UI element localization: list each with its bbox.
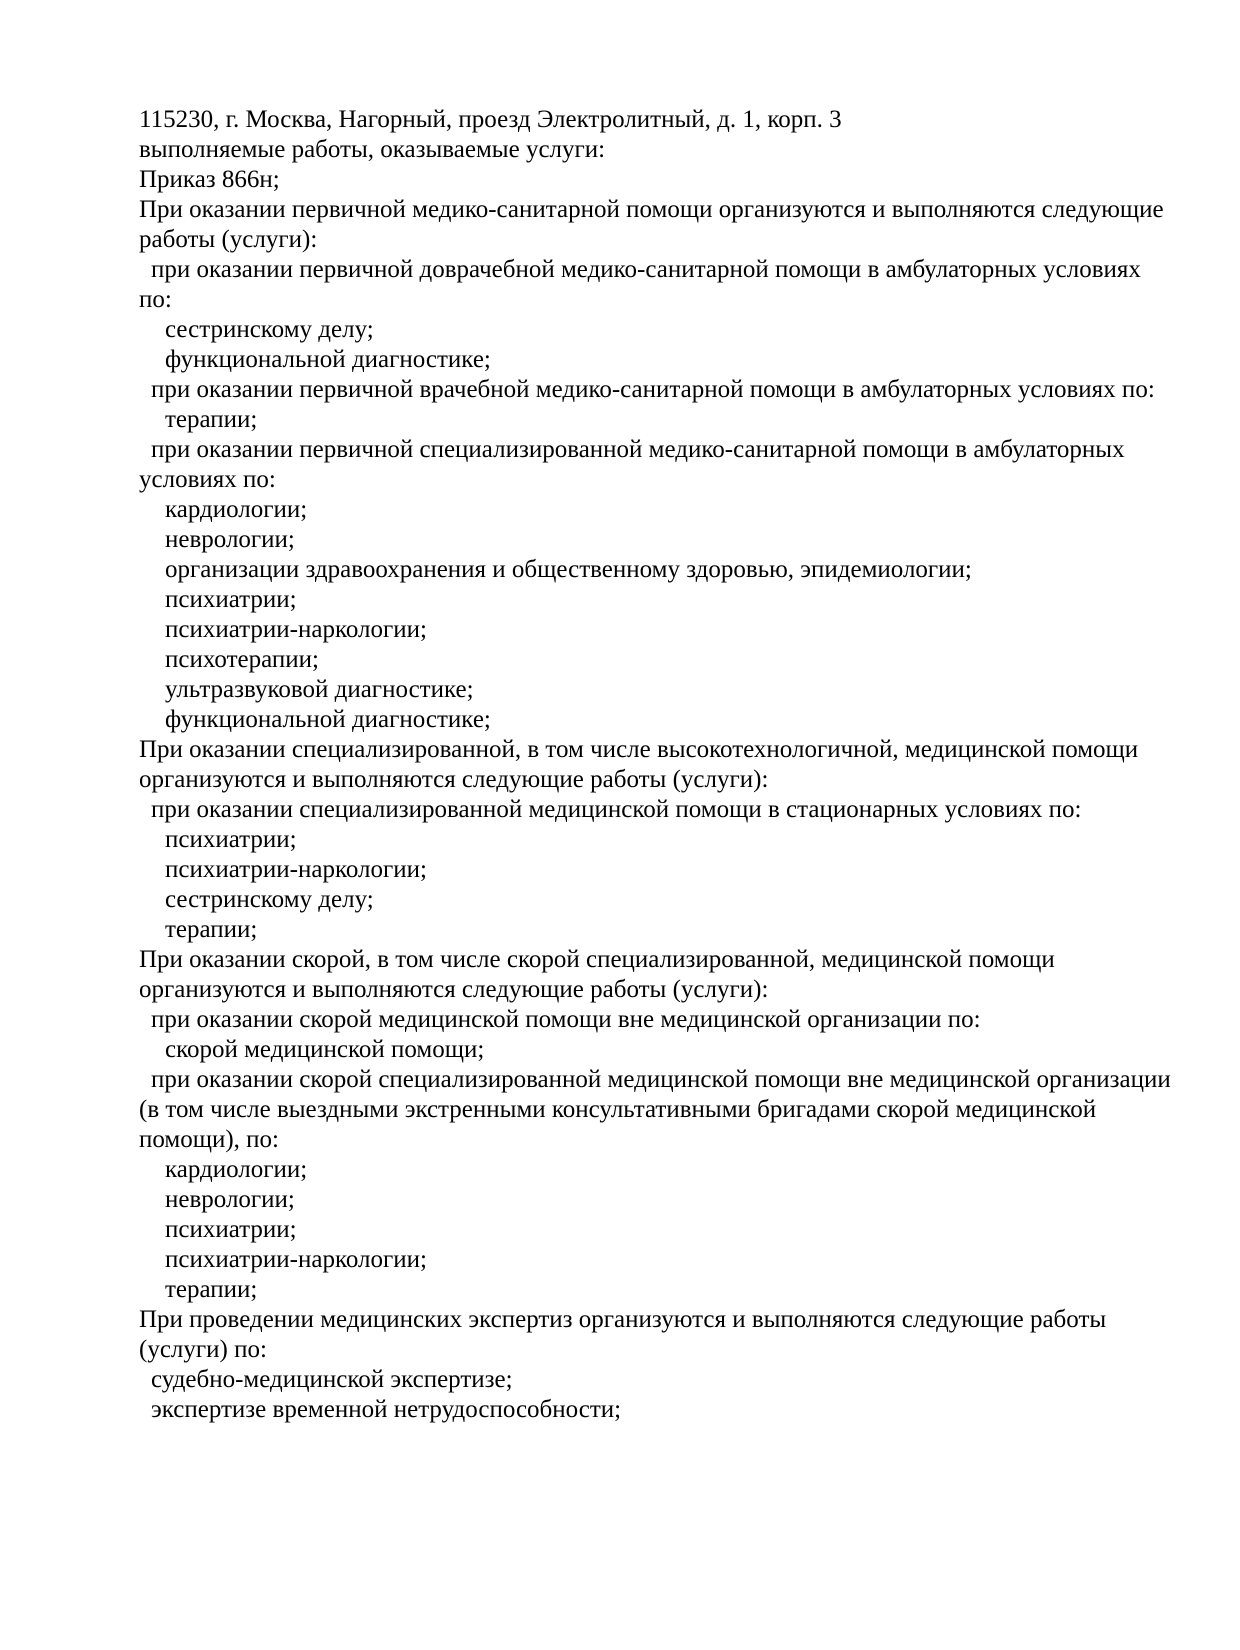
text-line: организуются и выполняются следующие работы (услуги): xyxy=(139,976,769,1003)
text-line: сестринскому делу; xyxy=(165,886,374,913)
text-line: (в том числе выездными экстренными консультативными бригадами скорой медицинской xyxy=(139,1096,1097,1123)
text-line: неврологии; xyxy=(165,1186,295,1213)
text-line: при оказании скорой специализированной медицинской помощи вне медицинской организации xyxy=(151,1066,1171,1093)
text-line: терапии; xyxy=(165,916,258,943)
text-line: функциональной диагностике; xyxy=(165,346,491,373)
text-line: психиатрии-наркологии; xyxy=(165,856,427,883)
text-line: при оказании специализированной медицинской помощи в стационарных условиях по: xyxy=(151,796,1082,823)
text-line: терапии; xyxy=(165,406,258,433)
text-line: При оказании скорой, в том числе скорой специализированной, медицинской помощи xyxy=(139,946,1055,973)
text-line: при оказании первичной специализированной медико-санитарной помощи в амбулаторных xyxy=(151,436,1125,463)
text-line: помощи), по: xyxy=(139,1126,280,1153)
text-line: при оказании первичной врачебной медико-санитарной помощи в амбулаторных условиях по: xyxy=(151,376,1155,403)
text-line: (услуги) по: xyxy=(139,1336,267,1363)
text-line: при оказании скорой медицинской помощи вне медицинской организации по: xyxy=(151,1006,981,1033)
text-line: кардиологии; xyxy=(165,1156,308,1183)
text-line: Приказ 866н; xyxy=(139,166,280,193)
text-line: психиатрии-наркологии; xyxy=(165,1246,427,1273)
text-line: скорой медицинской помощи; xyxy=(165,1036,485,1063)
text-line: работы (услуги): xyxy=(139,226,318,253)
text-line: организуются и выполняются следующие работы (услуги): xyxy=(139,766,769,793)
text-line: условиях по: xyxy=(139,466,276,493)
text-line: при оказании первичной доврачебной медико-санитарной помощи в амбулаторных условиях xyxy=(151,256,1141,283)
text-line: психиатрии-наркологии; xyxy=(165,616,427,643)
text-line: психотерапии; xyxy=(165,646,319,673)
text-line: по: xyxy=(139,286,172,313)
text-line: 115230, г. Москва, Нагорный, проезд Электролитный, д. 1, корп. 3 xyxy=(139,106,842,133)
text-line: психиатрии; xyxy=(165,586,297,613)
document-text xyxy=(139,105,1224,1425)
text-line: При оказании специализированной, в том числе высокотехнологичной, медицинской помощи xyxy=(139,736,1139,763)
text-line: терапии; xyxy=(165,1276,258,1303)
text-line: При оказании первичной медико-санитарной помощи организуются и выполняются следующие xyxy=(139,196,1164,223)
text-line: функциональной диагностике; xyxy=(165,706,491,733)
text-line: психиатрии; xyxy=(165,1216,297,1243)
text-line: При проведении медицинских экспертиз организуются и выполняются следующие работы xyxy=(139,1306,1107,1333)
text-line: ультразвуковой диагностике; xyxy=(165,676,474,703)
text-line: психиатрии; xyxy=(165,826,297,853)
text-line: неврологии; xyxy=(165,526,295,553)
text-line: выполняемые работы, оказываемые услуги: xyxy=(139,136,606,163)
text-line: экспертизе временной нетрудоспособности; xyxy=(151,1396,622,1423)
text-line: кардиологии; xyxy=(165,496,308,523)
text-line: судебно-медицинской экспертизе; xyxy=(151,1366,513,1393)
text-line: организации здравоохранения и общественному здоровью, эпидемиологии; xyxy=(165,556,972,583)
text-line: сестринскому делу; xyxy=(165,316,374,343)
